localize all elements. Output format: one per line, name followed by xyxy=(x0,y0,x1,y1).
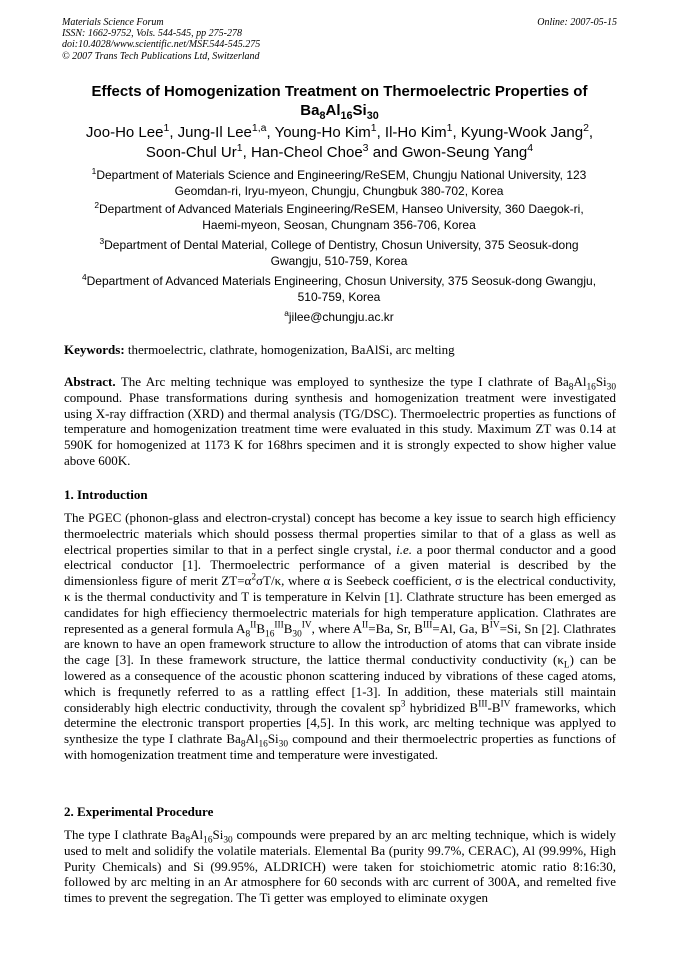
author: Han-Cheol Choe xyxy=(250,143,363,161)
section-heading-experimental: 2. Experimental Procedure xyxy=(64,804,214,819)
author: Jung-Il Lee xyxy=(177,124,252,141)
author: Joo-Ho Lee xyxy=(85,124,164,141)
author-list: Joo-Ho Lee$^1$, Jung-Il Lee$^{1,a}$, Young-Ho Kim$^1$, Il-Ho Kim$^1$, Kyung-Wook Jang$^2$, Soon-Chul Ur$^1$, Han-Cheol Choe$^3$ and Gwon-Seung Yang$^4$ xyxy=(85,122,594,161)
paper-title: Effects of Homogenization Treatment on Thermoelectric Properties of $Ba_8Al_{16}Si_{30}$ xyxy=(91,83,588,122)
journal-name: Materials Science Forum xyxy=(62,17,164,28)
introduction-paragraph: The PGEC (phonon-glass and electron-crystal) concept has become a key issue to search high efficiency thermoelectric materials which should possess thermal properties similar to that of a glass as well as electrical properties similar to that in a perfect single crystal, i.e. a poor thermal conductor and a good electrical conductor [1]. Thermoelectric performance of a given material is described by the dimensionless figure of merit $ZT=\alpha^2\sigma T/\kappa$, where α is Seebeck coefficient, σ is the electrical conductivity, κ is the thermal conductivity and T is temperature in Kelvin [1]. Clathrate structure has been emerged as candidates for high effieciency thermoelectric materials for high temperature application. Clathrates are represented as a general formula $A_8^{II}B_{16}^{III}B_{30}^{IV}$, where $A^{II}=Ba$, Sr, $B^{III}=Al$, Ga, $B^{IV}=Si$, Sn [2]. Clathrates are known to have an open framework structure to allow the introduction of atoms that can vibrate inside the cage [3]. In these framework structure, the lattice thermal conductivity conductivity $(\kappa_L)$ can be lowered as a consequence of the acoustic phonon scattering induced by vibrations of these caged atoms, which is frequnetly referred to as a rattling effect [1-3]. In addition, these materials still maintain considerably high electric conductivity, through the covalent $sp^3$ hybridized $B^{III}-B^{IV}$ frameworks, which determine the electronic transport properties [4,5]. In this work, arc melting technique was applyed to synthesize the type I clathrate $Ba_8Al_{16}Si_{30}$ compound and their thermoelectric properties as functions of with homogenization treatment time and temperature were investigated. xyxy=(64,510,616,762)
copyright: © 2007 Trans Tech Publications Ltd, Switzerland xyxy=(62,50,260,62)
affiliation-1: $^1$Department of Materials Science and Engineering/ReSEM, Chungju National University, 123 Geomdan-ri, Iryu-myeon, Chungju, Chungbuk 380-702, Korea xyxy=(91,166,587,198)
journal-header xyxy=(62,17,617,62)
corresponding-email[interactable]: $^a$jilee@chungju.ac.kr xyxy=(284,308,394,324)
experimental-paragraph: The type I clathrate $Ba_8Al_{16}Si_{30}$ compounds were prepared by an arc melting technique, which is widely used to melt and solidify the volatile materials. Elemental Ba (purity 99.7%, CERAC), Al (99.99%, High Purity Chemicals) and Si (99.95%, ALDRICH) were taken for stoichiometric atomic ratio 8:16:30, followed by arc melting in an Ar atmosphere for 60 seconds with arc current of 300A, and remelted five times to prevent the segregation. The Ti getter was employed to eliminate oxygen xyxy=(64,827,617,906)
affiliation-3: $^3$Department of Dental Material, College of Dentistry, Chosun University, 375 Seosuk-dong Gwangju, 510-759, Korea xyxy=(99,236,579,268)
author: Gwon-Seung Yang xyxy=(401,143,528,161)
author: Soon-Chul Ur xyxy=(145,143,237,161)
author: Kyung-Wook Jang xyxy=(460,124,584,141)
abstract: Abstract. The Arc melting technique was employed to synthesize the type I clathrate of $Ba_8Al_{16}Si_{30}$ compound. Phase transformations during synthesis and homogenization treatment were investigated using X-ray diffraction (XRD) and thermal analysis (TG/DSC). Thermoelectric properties as functions of temperature and homogenization treatment time were evaluated in this study. Maximum ZT was 0.14 at 590K for homogenized at 1173 K for 168hrs specimen and it is strongly expected to show higher value above 600K. xyxy=(64,374,616,468)
section-heading-introduction: 1. Introduction xyxy=(64,487,148,502)
issn: ISSN: 1662-9752, Vols. 544-545, pp 275-278 xyxy=(62,28,242,40)
online-date: Online: 2007-05-15 xyxy=(537,17,617,28)
keywords: Keywords: thermoelectric, clathrate, homogenization, BaAlSi, arc melting xyxy=(64,342,455,357)
affiliation-4: $^4$Department of Advanced Materials Engineering, Chosun University, 375 Seosuk-dong Gwangju, 510-759, Korea xyxy=(81,272,597,304)
affiliation-2: $^2$Department of Advanced Materials Engineering/ReSEM, Hanseo University, 360 Daegok-ri, Haemi-myeon, Seosan, Chungnam 356-706, Korea xyxy=(94,200,584,232)
author: Young-Ho Kim xyxy=(274,124,371,141)
author: Il-Ho Kim xyxy=(384,124,447,141)
doi: doi:10.4028/www.scientific.net/MSF.544-545.275 xyxy=(62,39,261,51)
